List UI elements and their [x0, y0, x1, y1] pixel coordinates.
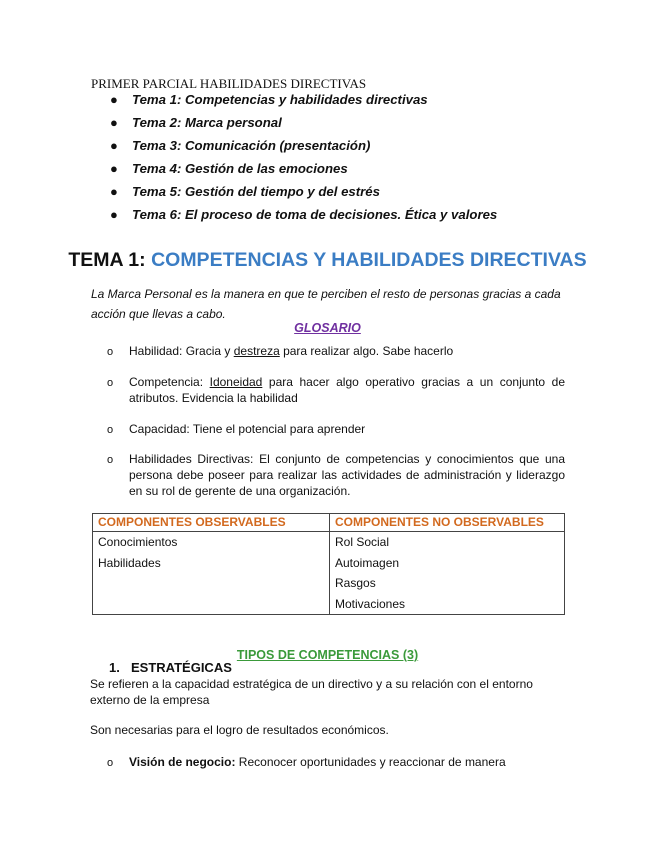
glosario-item: o Habilidades Directivas: El conjunto de competencias y conocimientos que una persona debe poseer para realizar las actividades de administración y liderazgo en su rol de gerente de una organización.: [107, 452, 565, 498]
glosario-item: o Competencia: Idoneidad para hacer algo operativo gracias a un conjunto de atributos. Evidencia la habilidad: [107, 375, 566, 405]
numbered-heading: 1. ESTRATÉGICAS: [109, 660, 232, 675]
vision-item: [107, 754, 506, 770]
topic-item: ● Tema 3: Comunicación (presentación): [110, 138, 371, 153]
table-cell-item: Rol Social: [335, 535, 390, 549]
table-header-observables: COMPONENTES OBSERVABLES: [93, 514, 330, 532]
bullet-icon: ●: [110, 115, 118, 130]
components-table: [92, 513, 565, 615]
table-cell-item: Habilidades: [98, 555, 161, 570]
table-row: [93, 532, 565, 615]
table-cell-item: Motivaciones: [335, 596, 406, 611]
table-cell-item: Autoimagen: [335, 555, 400, 570]
topic-list: [110, 91, 497, 229]
bullet-icon: ●: [110, 207, 118, 222]
bullet-icon: ●: [110, 184, 118, 199]
hollow-circle-icon: o: [107, 757, 114, 769]
table-cell-item: Conocimientos: [98, 535, 178, 549]
paragraph: Se refieren a la capacidad estratégica de un directivo y a su relación con el entorno externo de la empresa: [90, 677, 533, 707]
hollow-circle-icon: o: [107, 454, 114, 466]
topic-item: ● Tema 1: Competencias y habilidades directivas: [110, 92, 428, 107]
topic-item: ● Tema 4: Gestión de las emociones: [110, 161, 348, 176]
hollow-circle-icon: o: [107, 377, 114, 389]
vision-label: Visión de negocio:: [129, 755, 236, 769]
bullet-icon: ●: [110, 138, 118, 153]
table-header-row: [93, 514, 565, 532]
table-header-no-observables: COMPONENTES NO OBSERVABLES: [330, 514, 565, 532]
hollow-circle-icon: o: [107, 424, 114, 436]
document-header: PRIMER PARCIAL HABILIDADES DIRECTIVAS: [91, 76, 367, 91]
paragraph: Son necesarias para el logro de resultados económicos.: [90, 723, 389, 737]
bullet-icon: ●: [110, 92, 118, 107]
glosario-heading: GLOSARIO: [294, 321, 361, 335]
table-cell-item: Rasgos: [335, 576, 376, 590]
section-title-main: COMPETENCIAS Y HABILIDADES DIRECTIVAS: [151, 249, 587, 271]
no-observables-cell: [330, 532, 565, 615]
section-title-prefix: TEMA 1:: [68, 249, 152, 271]
hollow-circle-icon: o: [107, 346, 114, 358]
intro-paragraph: La Marca Personal es la manera en que te perciben el resto de personas gracias a cada acción que llevas a cabo.: [91, 287, 561, 321]
glosario-item: o Habilidad: Gracia y destreza para realizar algo. Sabe hacerlo: [107, 344, 454, 358]
topic-item: ● Tema 5: Gestión del tiempo y del estrés: [110, 184, 380, 199]
bullet-icon: ●: [110, 161, 118, 176]
observables-cell: [93, 532, 330, 615]
topic-item: ● Tema 2: Marca personal: [110, 115, 282, 130]
vision-text: Reconocer oportunidades y reaccionar de manera: [235, 755, 506, 769]
glosario-item: o Capacidad: Tiene el potencial para aprender: [107, 422, 366, 436]
section-title: [0, 249, 655, 272]
topic-item: ● Tema 6: El proceso de toma de decisiones. Ética y valores: [110, 207, 498, 222]
tipos-heading: TIPOS DE COMPETENCIAS (3): [236, 648, 419, 662]
